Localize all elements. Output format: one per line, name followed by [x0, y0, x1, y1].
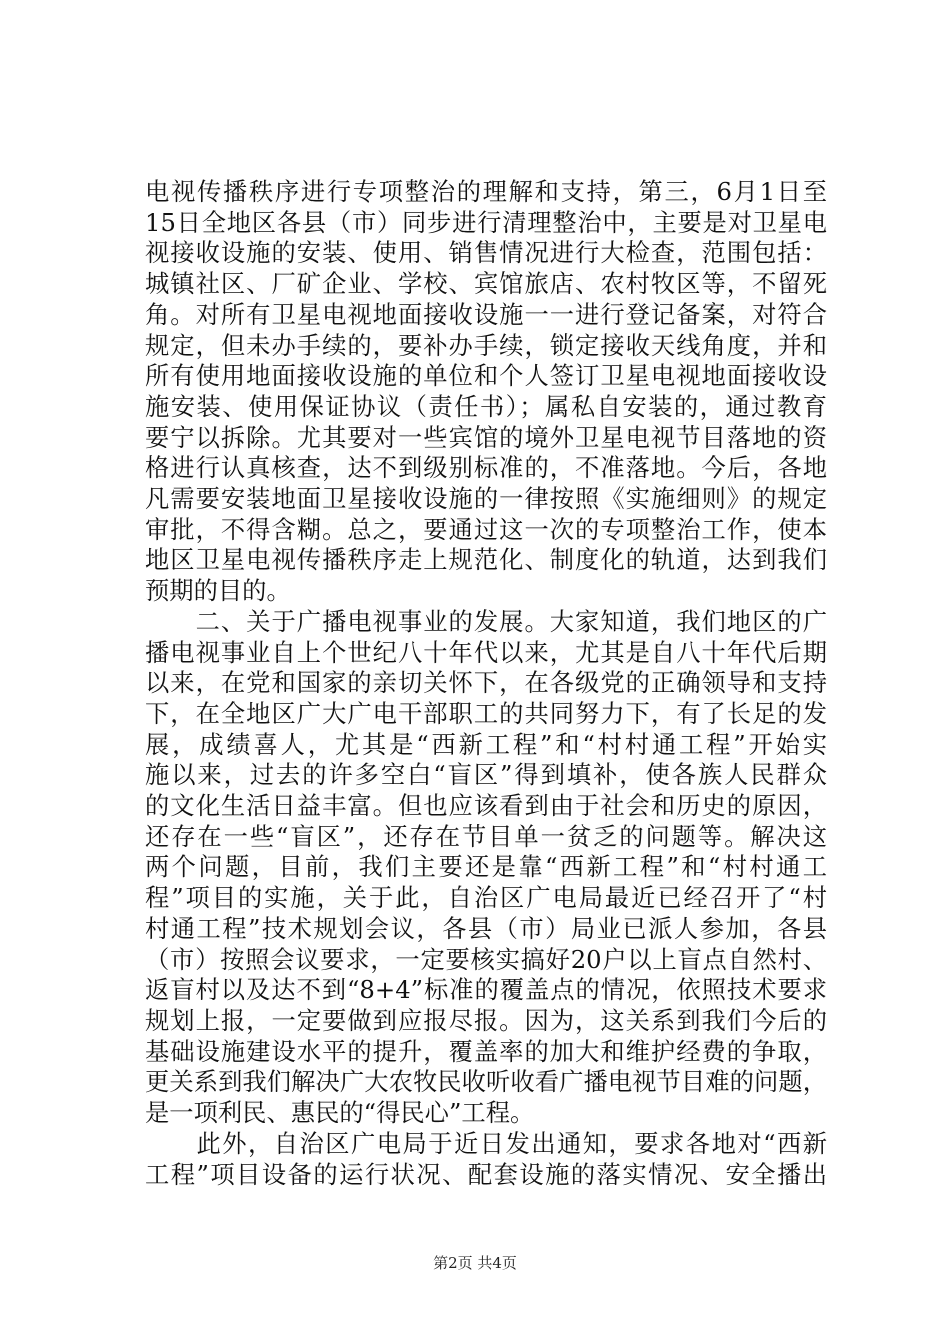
text-line: （市）按照会议要求，一定要核实搞好20户以上盲点自然村、	[145, 944, 827, 974]
text-line: 审批，不得含糊。总之，要通过这一次的专项整治工作，使本	[145, 514, 827, 544]
text-line: 所有使用地面接收设施的单位和个人签订卫星电视地面接收设	[145, 361, 827, 391]
text-line: 规定，但未办手续的，要补办手续，锁定接收天线角度，并和	[145, 330, 827, 360]
text-line: 下，在全地区广大广电干部职工的共同努力下，有了长足的发	[145, 698, 827, 728]
text-line: 是一项利民、惠民的“得民心”工程。	[145, 1098, 535, 1128]
text-line: 工程”项目设备的运行状况、配套设施的落实情况、安全播出	[145, 1159, 827, 1189]
text-line: 施安装、使用保证协议（责任书）；属私自安装的，通过教育	[145, 391, 827, 421]
text-line: 城镇社区、厂矿企业、学校、宾馆旅店、农村牧区等，不留死	[145, 269, 827, 299]
text-line: 视接收设施的安装、使用、销售情况进行大检查，范围包括：	[145, 238, 827, 268]
text-line: 的文化生活日益丰富。但也应该看到由于社会和历史的原因，	[145, 791, 827, 821]
text-line: 村通工程”技术规划会议，各县（市）局业已派人参加，各县	[145, 913, 827, 943]
text-line: 格进行认真核查，达不到级别标准的，不准落地。今后，各地	[145, 453, 827, 483]
text-line: 更关系到我们解决广大农牧民收听收看广播电视节目难的问题，	[145, 1067, 827, 1097]
text-line: 15日全地区各县（市）同步进行清理整治中，主要是对卫星电	[145, 207, 827, 237]
document-body	[145, 177, 827, 1190]
text-line: 返盲村以及达不到“8+4”标准的覆盖点的情况，依照技术要求	[145, 975, 827, 1005]
text-line: 电视传播秩序进行专项整治的理解和支持，第三，6月1日至	[145, 177, 827, 206]
text-line: 要宁以拆除。尤其要对一些宾馆的境外卫星电视节目落地的资	[145, 422, 827, 452]
text-line: 凡需要安装地面卫星接收设施的一律按照《实施细则》的规定	[145, 484, 827, 514]
text-line: 预期的目的。	[145, 576, 291, 606]
text-line: 此外，自治区广电局于近日发出通知，要求各地对“西新	[145, 1128, 827, 1158]
page-footer: 第2页 共4页	[433, 1254, 517, 1272]
text-line: 以来，在党和国家的亲切关怀下，在各级党的正确领导和支持	[145, 668, 827, 698]
text-line: 程”项目的实施，关于此，自治区广电局最近已经召开了“村	[145, 883, 827, 913]
text-line: 播电视事业自上个世纪八十年代以来，尤其是自八十年代后期	[145, 637, 827, 667]
text-line: 地区卫星电视传播秩序走上规范化、制度化的轨道，达到我们	[145, 545, 827, 575]
text-line: 还存在一些“盲区”，还存在节目单一贫乏的问题等。解决这	[145, 821, 827, 851]
text-line: 展，成绩喜人，尤其是“西新工程”和“村村通工程”开始实	[145, 729, 827, 759]
text-line: 两个问题，目前，我们主要还是靠“西新工程”和“村村通工	[145, 852, 827, 882]
text-line: 施以来，过去的许多空白“盲区”得到填补，使各族人民群众	[145, 760, 827, 790]
text-line: 规划上报，一定要做到应报尽报。因为，这关系到我们今后的	[145, 1005, 827, 1035]
text-line: 二、关于广播电视事业的发展。大家知道，我们地区的广	[145, 606, 827, 636]
text-line: 角。对所有卫星电视地面接收设施一一进行登记备案，对符合	[145, 299, 827, 329]
text-line: 基础设施建设水平的提升，覆盖率的加大和维护经费的争取，	[145, 1036, 827, 1066]
